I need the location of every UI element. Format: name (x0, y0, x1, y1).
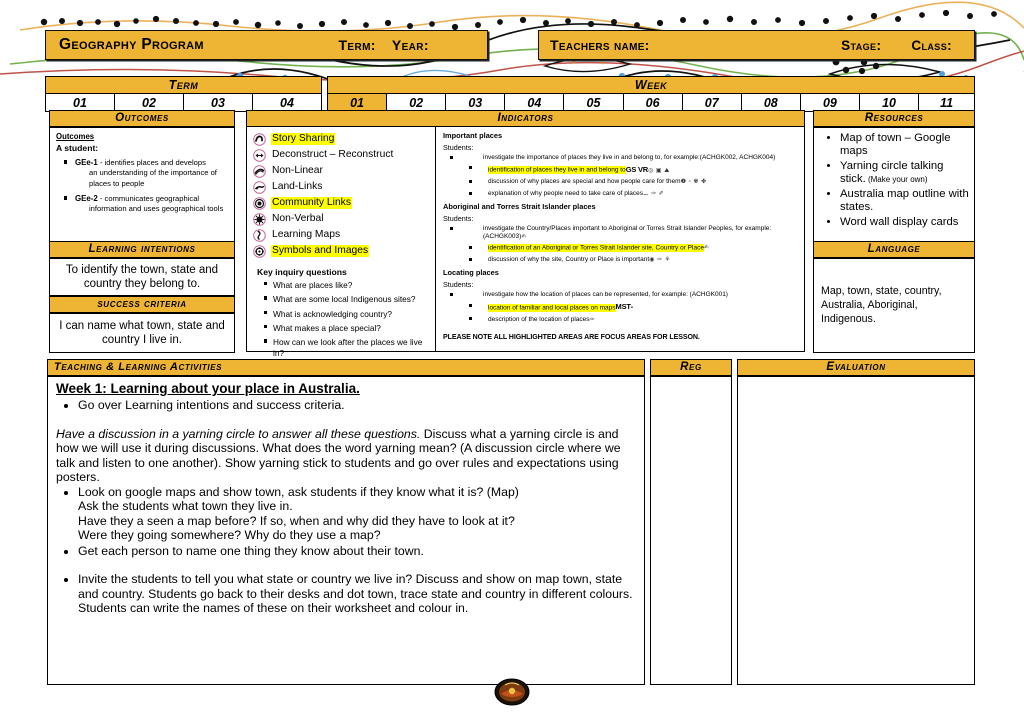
eight-ways-label: Land-Links (272, 181, 323, 193)
term-table (45, 76, 322, 112)
deconstruct-reconstruct-icon (252, 149, 267, 162)
week-cell-01[interactable]: 01 (328, 94, 387, 112)
activities-bullet-list-2 (56, 485, 638, 559)
activity-line: Look on google maps and show town, ask students if they know what it is? (Map) (78, 484, 519, 499)
eight-ways-list (247, 127, 435, 358)
eight-ways-label: Symbols and Images (272, 245, 369, 257)
indicators-content (436, 125, 805, 350)
indicator-students-label: Students: (443, 214, 474, 224)
week-cell-03[interactable]: 03 (446, 94, 505, 112)
outcome-item-gee2 (73, 194, 229, 215)
week-cell-02[interactable]: 02 (387, 94, 446, 112)
indicator-sub-glyph-text: MST (615, 302, 631, 312)
indicator-sub-text: description of the location of places (488, 315, 590, 323)
eight-ways-box (246, 127, 436, 358)
week-cell-10[interactable]: 10 (859, 94, 918, 112)
indicator-sub-text: identification of an Aboriginal or Torres Strait Islander site, Country or Place (488, 244, 704, 252)
language-heading: Language (813, 241, 975, 258)
indicator-sub (443, 316, 800, 324)
story-sharing-icon (252, 133, 267, 146)
resources-panel (813, 110, 975, 242)
activities-body (47, 376, 645, 685)
indicator-sub-text: discussion of why the site, Country or Place is important (488, 256, 650, 264)
indicator-group-title: Aboriginal and Torres Strait Islander places (443, 202, 596, 212)
week-table (327, 76, 975, 112)
success-criteria-text: I can name what town, state and country I live in. (49, 313, 235, 353)
resource-text: Yarning circle talking stick. (840, 159, 944, 186)
term-cell-03[interactable]: 03 (184, 94, 253, 112)
week-values-row (328, 94, 975, 112)
term-values-row (46, 94, 322, 112)
success-criteria-heading: success criteria (49, 296, 235, 313)
learning-intentions-text: To identify the town, state and country they belong to. (49, 258, 235, 296)
resource-text: Word wall display cards (840, 215, 959, 228)
stage-label: Stage: (841, 37, 882, 53)
language-text: Map, town, state, country, Australia, Aboriginal, Indigenous. (813, 258, 975, 353)
term-cell-04[interactable]: 04 (253, 94, 322, 112)
indicator-students-label: Students: (443, 143, 474, 152)
week-cell-06[interactable]: 06 (623, 94, 682, 112)
indicator-sub (443, 165, 800, 175)
indicator-sub (443, 256, 800, 264)
indicator-sub (443, 178, 800, 186)
resource-item (840, 132, 970, 158)
key-inquiry-item: What makes a place special? (273, 323, 427, 333)
term-label: Term: (338, 37, 376, 53)
symbols-images-icon (252, 245, 267, 258)
term-cell-01[interactable]: 01 (46, 94, 115, 112)
indicator-group-title: Important places (443, 131, 503, 140)
year-label: Year: (391, 37, 429, 53)
land-links-icon (252, 181, 267, 194)
resources-list (818, 132, 970, 229)
non-linear-icon (252, 165, 267, 178)
term-cell-02[interactable]: 02 (115, 94, 184, 112)
activities-bullet-list-1 (56, 398, 638, 413)
indicator-sub-glyphs: ⚊ ✑ ✐ (643, 191, 665, 198)
reg-panel (650, 359, 732, 684)
teacher-title-bar (538, 30, 975, 60)
outcome-cont-gee2: information and uses geographical tools (89, 204, 224, 214)
reg-heading: Reg (650, 359, 732, 376)
resources-heading: Resources (813, 110, 975, 127)
activity-line: Were they going somewhere? Why do they use a map? (78, 528, 381, 542)
page-title: Geography Program (59, 36, 204, 53)
indicator-lead (443, 225, 800, 241)
eight-ways-item-community-links[interactable] (252, 196, 431, 211)
outcomes-panel (49, 110, 235, 242)
week-cell-05[interactable]: 05 (564, 94, 623, 112)
activities-paragraph-italic: Have a discussion in a yarning circle to answer all these questions. (56, 426, 421, 441)
indicator-group-title: Locating places (443, 268, 499, 278)
community-links-icon (252, 197, 267, 210)
indicator-sub-glyphs: ✍ (703, 245, 710, 252)
language-panel (813, 241, 975, 353)
outcome-item-gee1 (73, 158, 229, 189)
activity-line: Ask the students what town they live in. (78, 499, 293, 513)
indicator-group-locating-places (443, 268, 800, 324)
indicator-sub-glyph-text: GS VR (625, 164, 649, 174)
eight-ways-item-non-linear[interactable] (252, 164, 431, 179)
indicator-group-important-places (443, 131, 800, 198)
activity-bullet: • Get each person to name one thing they know about their town. (78, 544, 638, 559)
eight-ways-label: Community Links (272, 197, 351, 209)
activities-spacer (56, 414, 638, 427)
resource-text: Map of town – Google maps (840, 132, 951, 158)
teachers-name-label: Teachers name: (550, 37, 650, 53)
activity-line: Have they a seen a map before? If so, when and why did they have to look at it? (78, 513, 515, 528)
resource-item (840, 160, 970, 186)
indicator-lead: investigate how the location of places can be represented, for example: (ACHGK001) (443, 291, 800, 299)
activities-bullet-list-3 (56, 572, 638, 616)
outcome-text-gee1: - identifies places and develops (97, 157, 206, 167)
activity-bullet: • Invite the students to tell you what state or country we live in? Discuss and show on map town, state and country. Students go back to their desks and dot town, trace state and country in different colours. Students can write the names of these on their worksheet and colour in. (78, 572, 638, 616)
resource-item (840, 216, 970, 229)
indicator-sub (443, 190, 800, 198)
learning-maps-icon (252, 229, 267, 242)
activities-paragraph (56, 427, 638, 485)
eight-ways-item-deconstruct-reconstruct[interactable] (252, 148, 431, 163)
eight-ways-item-learning-maps[interactable] (252, 228, 431, 243)
evaluation-panel (737, 359, 975, 684)
key-inquiry-questions (252, 260, 431, 358)
week-cell-07[interactable]: 07 (682, 94, 741, 112)
indicator-sub-text: discussion of why places are special and how people care for them (488, 178, 681, 186)
eight-ways-item-symbols-and-images[interactable] (252, 244, 431, 259)
logo-svg (492, 676, 532, 708)
indicator-sub (443, 302, 800, 312)
non-verbal-icon (252, 213, 267, 226)
term-heading: Term (46, 77, 322, 94)
outcome-cont-gee1: an understanding of the importance of places to people (89, 168, 217, 188)
eight-ways-label: Learning Maps (272, 229, 341, 241)
learning-intentions-panel (49, 241, 235, 296)
eight-ways-item-non-verbal[interactable] (252, 212, 431, 227)
indicator-students-label: Students: (443, 280, 474, 290)
key-inquiry-item: What are some local Indigenous sites? (273, 294, 427, 304)
indicator-sub-text: explanation of why people need to take care of places (488, 190, 644, 198)
indicator-group-atsi-places (443, 202, 800, 264)
resources-body (813, 127, 975, 242)
activities-paragraph-rest: Discuss what a yarning circle is and how we will use it during discussions. What does the word yarning mean? (A discussion circle where we talk and listen to one another). Show yarning stick to students and go over rules and expectations using posters. (56, 426, 621, 484)
activities-panel (47, 359, 645, 684)
indicator-sub-glyphs: ◎ ▣ ⛰ (648, 167, 670, 174)
evaluation-body[interactable] (737, 376, 975, 685)
evaluation-heading: Evaluation (737, 359, 975, 376)
eight-ways-label: Story Sharing (272, 133, 335, 145)
key-inquiry-item: What are places like? (273, 280, 427, 290)
outcomes-list (56, 158, 229, 215)
eight-ways-label: Non-Verbal (272, 213, 324, 225)
program-title-bar (45, 30, 488, 60)
key-inquiry-list (257, 280, 427, 358)
eight-ways-item-story-sharing[interactable] (252, 132, 431, 147)
week-cell-04[interactable]: 04 (505, 94, 564, 112)
outcomes-heading: Outcomes (49, 110, 235, 127)
indicators-note: PLEASE NOTE ALL HIGHLIGHTED AREAS ARE FOCUS AREAS FOR LESSON. (443, 332, 700, 341)
eight-ways-label: Non-Linear (272, 165, 323, 177)
indicator-sub-text: identification of places they live in and belong to (488, 166, 626, 174)
eight-ways-item-land-links[interactable] (252, 180, 431, 195)
resource-note: (Make your own) (865, 175, 928, 185)
resource-item (840, 188, 970, 214)
indicator-lead: investigate the importance of places they live in and belong to, for example:(ACHGK002, ACHGK004) (443, 154, 800, 162)
resource-text: Australia map outline with states. (840, 187, 969, 214)
activities-week-title: Week 1: Learning about your place in Australia. (56, 381, 360, 396)
indicator-sub (443, 244, 800, 252)
key-inquiry-item: How can we look after the places we live in? (273, 337, 427, 358)
activities-spacer (56, 559, 638, 572)
indicator-sub-glyphs: ◉ ✑ ⚘ (649, 257, 671, 264)
key-inquiry-item: What is acknowledging country? (273, 309, 427, 319)
outcome-code-gee2: GEe-2 (75, 193, 98, 203)
activity-bullet (78, 485, 638, 543)
week-cell-09[interactable]: 09 (800, 94, 859, 112)
eight-ways-label: Deconstruct – Reconstruct (272, 149, 394, 161)
activities-heading: Teaching & Learning Activities (47, 359, 645, 376)
outcome-code-gee1: GEe-1 (75, 157, 98, 167)
indicators-heading: Indicators (246, 110, 805, 127)
activity-bullet: • Go over Learning intentions and success criteria. (78, 398, 638, 413)
week-cell-11[interactable]: 11 (919, 94, 975, 112)
outcome-text-gee2: - communicates geographical (97, 193, 200, 203)
class-label: Class: (911, 37, 952, 53)
indicator-sub-glyphs: ✑ (589, 316, 596, 323)
indicator-sub-glyphs: ▪ (630, 305, 634, 312)
success-criteria-panel (49, 296, 235, 353)
reg-body[interactable] (650, 376, 732, 685)
indicator-sub-text: location of familiar and local places on maps (488, 304, 616, 312)
outcomes-subheading: Outcomes (56, 132, 95, 141)
indicator-lead-glyph: ✍ (521, 234, 527, 241)
outcomes-student-line: A student: (56, 143, 99, 154)
eight-ways-panel (246, 110, 436, 358)
week-heading: Week (328, 77, 975, 94)
school-logo (492, 676, 532, 708)
outcomes-body (49, 127, 235, 242)
indicator-lead-text: investigate the Country/Places important to Aboriginal or Torres Strait Islander Peoples, for example:(ACHGK003) (483, 225, 772, 241)
indicator-sub-glyphs: ❶ ▫ ✾ ✤ (680, 179, 707, 186)
key-inquiry-heading: Key inquiry questions (257, 267, 347, 277)
learning-intentions-heading: Learning intentions (49, 241, 235, 258)
week-cell-08[interactable]: 08 (741, 94, 800, 112)
